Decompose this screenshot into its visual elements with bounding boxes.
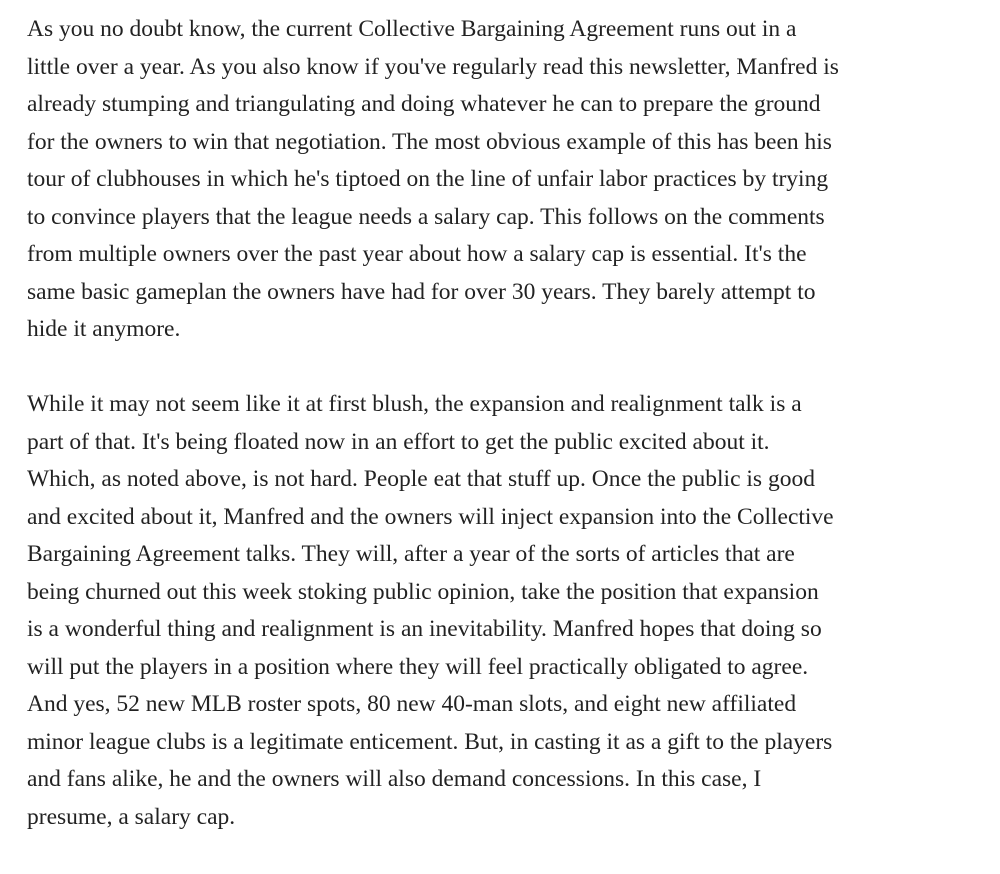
text-line: As you no doubt know, the current Collective Bargaining Agreement runs out in a <box>27 16 797 42</box>
text-line: And yes, 52 new MLB roster spots, 80 new 40-man slots, and eight new affiliated <box>27 691 797 717</box>
text-line: being churned out this week stoking public opinion, take the position that expansion <box>27 578 819 605</box>
text-line: hide it anymore. <box>27 316 181 342</box>
text-line: same basic gameplan the owners have had for over 30 years. They barely attempt to <box>27 278 816 305</box>
text-line: already stumping and triangulating and doing whatever he can to prepare the ground <box>27 91 821 117</box>
text-line: Which, as noted above, is not hard. People eat that stuff up. Once the public is good <box>27 466 815 492</box>
text-line: from multiple owners over the past year about how a salary cap is essential. It's the <box>27 241 807 267</box>
text-line: is a wonderful thing and realignment is an inevitability. Manfred hopes that doing so <box>27 616 822 642</box>
text-line: part of that. It's being floated now in an effort to get the public excited about it. <box>27 428 770 455</box>
text-line: little over a year. As you also know if you've regularly read this newsletter, Manfred is <box>27 53 839 80</box>
paragraph <box>27 11 987 349</box>
text-line: for the owners to win that negotiation. The most obvious example of this has been his <box>27 128 832 155</box>
article-body <box>27 11 987 874</box>
text-line: minor league clubs is a legitimate enticement. But, in casting it as a gift to the players <box>27 728 833 755</box>
text-line: and excited about it, Manfred and the owners will inject expansion into the Collective <box>27 503 834 530</box>
text-line: to convince players that the league needs a salary cap. This follows on the comments <box>27 203 825 230</box>
text-line: and fans alike, he and the owners will also demand concessions. In this case, I <box>27 766 762 792</box>
paragraph <box>27 386 987 836</box>
text-line: Bargaining Agreement talks. They will, after a year of the sorts of articles that are <box>27 541 795 567</box>
text-line: presume, a salary cap. <box>27 803 236 830</box>
text-line: tour of clubhouses in which he's tiptoed on the line of unfair labor practices by trying <box>27 166 829 192</box>
text-line: will put the players in a position where they will feel practically obligated to agree. <box>27 653 809 680</box>
text-line: While it may not seem like it at first blush, the expansion and realignment talk is a <box>27 391 802 417</box>
